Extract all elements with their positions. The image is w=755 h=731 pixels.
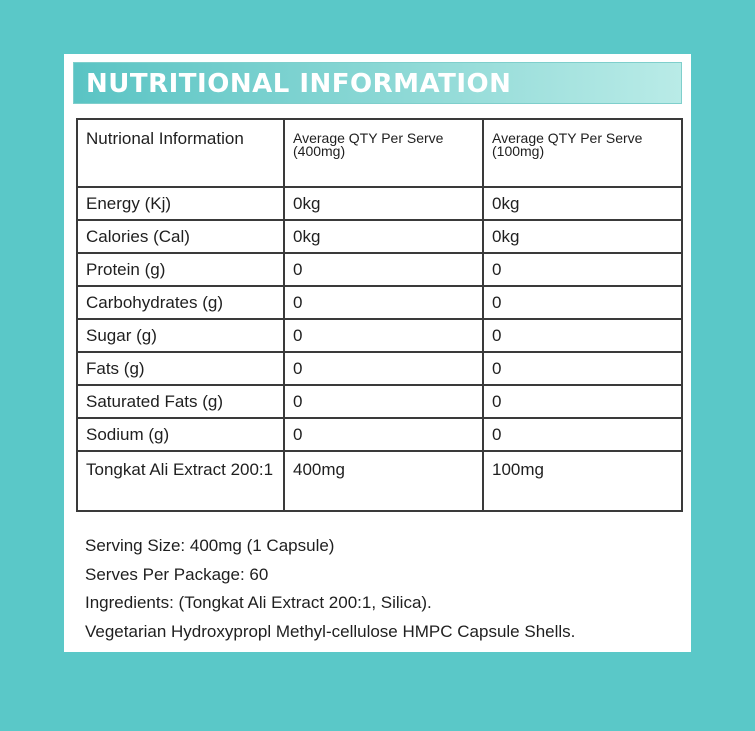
- serving-size-text: Serving Size: 400mg (1 Capsule): [85, 536, 335, 555]
- serves-per-package-text: Serves Per Package: 60: [85, 564, 269, 584]
- table-row: [77, 451, 682, 511]
- value-per-100mg: 100mg: [483, 451, 682, 511]
- value-per-400mg: 0: [284, 352, 483, 385]
- nutrient-label: Protein (g): [77, 253, 284, 286]
- value-per-100mg: 0: [483, 352, 682, 385]
- product-notes: [85, 532, 685, 646]
- column-header-per-100mg: Average QTY Per Serve (100mg): [483, 119, 682, 187]
- nutrient-label: Sugar (g): [77, 319, 284, 352]
- column-header-per-400mg: Average QTY Per Serve (400mg): [284, 119, 483, 187]
- table-row: [77, 352, 682, 385]
- value-per-400mg: 0kg: [284, 220, 483, 253]
- table-row: [77, 220, 682, 253]
- nutrient-label: Tongkat Ali Extract 200:1: [77, 451, 284, 511]
- nutrition-table: [76, 118, 683, 512]
- nutrient-label: Energy (Kj): [77, 187, 284, 220]
- value-per-100mg: 0kg: [483, 220, 682, 253]
- table-header-row: [77, 119, 682, 187]
- header-banner: [73, 62, 682, 104]
- value-per-100mg: 0: [483, 253, 682, 286]
- table-row: [77, 187, 682, 220]
- value-per-400mg: 400mg: [284, 451, 483, 511]
- nutrition-card: [64, 54, 691, 652]
- value-per-100mg: 0: [483, 286, 682, 319]
- value-per-100mg: 0: [483, 385, 682, 418]
- value-per-100mg: 0: [483, 319, 682, 352]
- table-row: [77, 286, 682, 319]
- table-row: [77, 418, 682, 451]
- nutrient-label: Saturated Fats (g): [77, 385, 284, 418]
- nutrient-label: Carbohydrates (g): [77, 286, 284, 319]
- ingredients-text: Ingredients: (Tongkat Ali Extract 200:1, Silica).: [85, 593, 432, 612]
- value-per-100mg: 0: [483, 418, 682, 451]
- table-row: [77, 253, 682, 286]
- column-header-nutrient: Nutrional Information: [77, 119, 284, 187]
- nutrient-label: Fats (g): [77, 352, 284, 385]
- value-per-400mg: 0: [284, 385, 483, 418]
- value-per-400mg: 0kg: [284, 187, 483, 220]
- nutrient-label: Calories (Cal): [77, 220, 284, 253]
- nutrient-label: Sodium (g): [77, 418, 284, 451]
- value-per-100mg: 0kg: [483, 187, 682, 220]
- value-per-400mg: 0: [284, 253, 483, 286]
- capsule-text: Vegetarian Hydroxypropl Methyl-cellulose HMPC Capsule Shells.: [85, 621, 576, 641]
- value-per-400mg: 0: [284, 286, 483, 319]
- value-per-400mg: 0: [284, 418, 483, 451]
- value-per-400mg: 0: [284, 319, 483, 352]
- table-row: [77, 319, 682, 352]
- table-row: [77, 385, 682, 418]
- page-title: NUTRITIONAL INFORMATION: [86, 69, 512, 99]
